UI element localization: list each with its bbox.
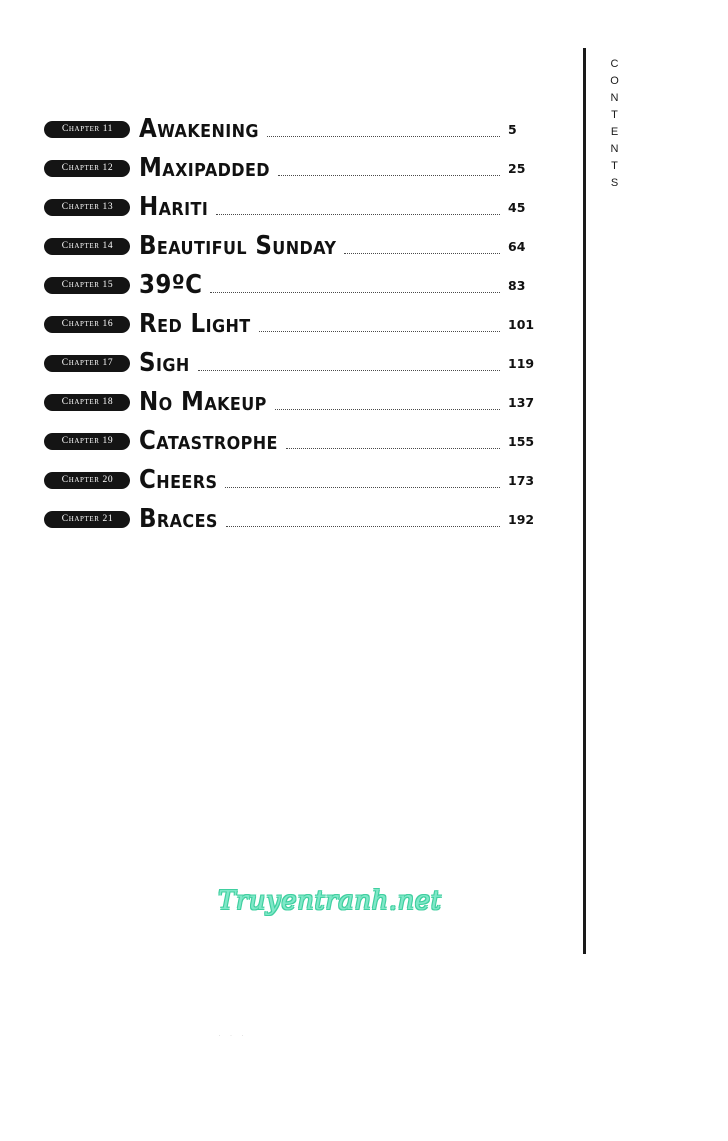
- contents-label-letter: O: [610, 75, 620, 87]
- leader-dots: [210, 291, 500, 293]
- chapter-title[interactable]: Awakening: [139, 114, 259, 144]
- chapter-title[interactable]: Braces: [139, 504, 218, 534]
- chapter-badge: Chapter 17: [44, 355, 130, 372]
- leader-dots: [259, 330, 500, 332]
- contents-label-letter: N: [610, 143, 620, 155]
- page-number: 173: [508, 473, 535, 488]
- toc-entry[interactable]: [44, 422, 544, 461]
- leader-dots: [198, 369, 500, 371]
- leader-dots: [267, 135, 500, 137]
- page-number: 119: [508, 356, 535, 371]
- contents-label-letter: C: [610, 58, 620, 70]
- contents-label-letter: T: [611, 160, 619, 172]
- toc-entry[interactable]: [44, 266, 544, 305]
- chapter-badge: Chapter 12: [44, 160, 130, 177]
- chapter-badge: Chapter 19: [44, 433, 130, 450]
- page-number: 155: [508, 434, 535, 449]
- chapter-badge: Chapter 15: [44, 277, 130, 294]
- toc-entry[interactable]: [44, 383, 544, 422]
- page-number: 101: [508, 317, 535, 332]
- chapter-badge: Chapter 18: [44, 394, 130, 411]
- leader-dots: [216, 213, 500, 215]
- chapter-title[interactable]: Beautiful Sunday: [139, 231, 337, 261]
- chapter-badge: Chapter 14: [44, 238, 130, 255]
- faint-bottom-mark: · · ·: [218, 1030, 247, 1040]
- chapter-badge: Chapter 16: [44, 316, 130, 333]
- page-number: 64: [508, 239, 526, 254]
- watermark-text: Truyentranh.net: [218, 886, 442, 916]
- chapter-title[interactable]: 39ºC: [139, 270, 203, 300]
- contents-label-letter: S: [610, 177, 620, 189]
- page-number: 45: [508, 200, 526, 215]
- vertical-divider: [583, 48, 586, 954]
- chapter-title[interactable]: Cheers: [139, 465, 218, 495]
- contents-label-letter: T: [611, 109, 619, 121]
- page-number: 83: [508, 278, 526, 293]
- contents-label-letter: N: [610, 92, 620, 104]
- page-number: 192: [508, 512, 535, 527]
- contents-section-label: [600, 56, 630, 192]
- chapter-title[interactable]: Sigh: [139, 348, 190, 378]
- chapter-title[interactable]: No Makeup: [139, 387, 267, 417]
- leader-dots: [278, 174, 500, 176]
- chapter-title[interactable]: Hariti: [139, 192, 209, 222]
- chapter-badge: Chapter 20: [44, 472, 130, 489]
- chapter-badge: Chapter 13: [44, 199, 130, 216]
- toc-entry[interactable]: [44, 188, 544, 227]
- toc-entry[interactable]: [44, 344, 544, 383]
- page-number: 25: [508, 161, 526, 176]
- leader-dots: [225, 486, 500, 488]
- leader-dots: [226, 525, 500, 527]
- leader-dots: [344, 252, 500, 254]
- page-number: 137: [508, 395, 535, 410]
- toc-entry[interactable]: [44, 305, 544, 344]
- toc-entry[interactable]: [44, 110, 544, 149]
- contents-label-letter: E: [610, 126, 620, 138]
- leader-dots: [275, 408, 500, 410]
- table-of-contents: [44, 110, 544, 539]
- chapter-badge: Chapter 11: [44, 121, 130, 138]
- chapter-title[interactable]: Red Light: [139, 309, 251, 339]
- chapter-badge: Chapter 21: [44, 511, 130, 528]
- leader-dots: [286, 447, 500, 449]
- toc-entry[interactable]: [44, 461, 544, 500]
- chapter-title[interactable]: Catastrophe: [139, 426, 278, 456]
- chapter-title[interactable]: Maxipadded: [139, 153, 270, 183]
- toc-entry[interactable]: [44, 500, 544, 539]
- toc-entry[interactable]: [44, 149, 544, 188]
- page-number: 5: [508, 122, 517, 137]
- toc-entry[interactable]: [44, 227, 544, 266]
